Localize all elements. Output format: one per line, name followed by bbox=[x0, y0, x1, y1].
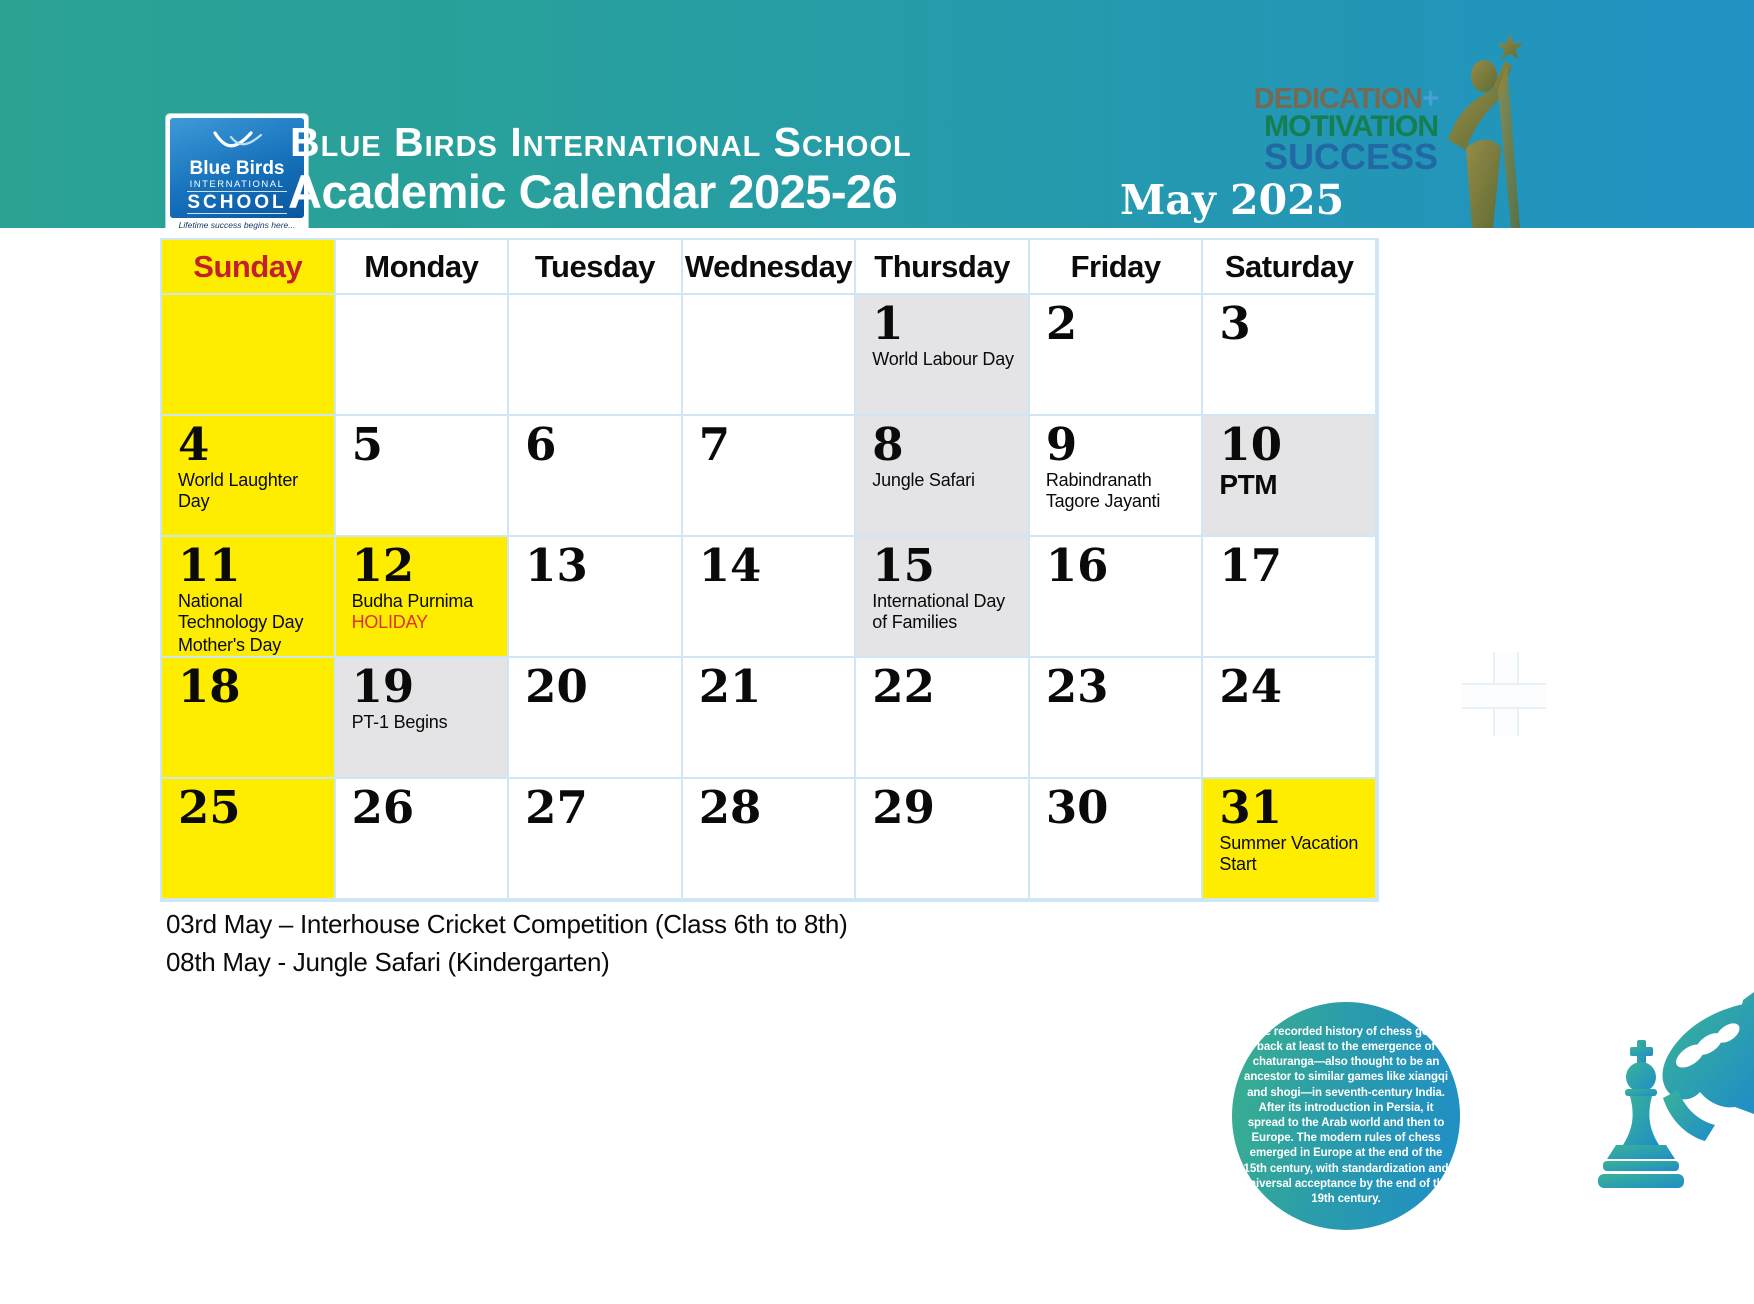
date-number: 23 bbox=[1045, 660, 1109, 713]
date-number: 17 bbox=[1219, 539, 1283, 592]
date-number: 1 bbox=[872, 297, 904, 350]
date-number: 8 bbox=[872, 418, 904, 471]
date-number: 7 bbox=[698, 418, 731, 471]
plus-watermark bbox=[1462, 652, 1546, 736]
date-number: 25 bbox=[178, 781, 241, 834]
date-number: 3 bbox=[1219, 297, 1251, 350]
date-number: 27 bbox=[525, 781, 588, 834]
calendar-cell-28 bbox=[683, 779, 857, 900]
achiever-figure-graphic bbox=[1398, 30, 1554, 230]
calendar-title: Academic Calendar 2025-26 bbox=[288, 165, 898, 218]
calendar-cell-10 bbox=[1203, 416, 1377, 537]
event-label: PT-1 Begins bbox=[351, 711, 448, 732]
date-number: 21 bbox=[698, 660, 762, 713]
calendar-cell-empty bbox=[683, 295, 857, 416]
calendar-cell-27 bbox=[509, 779, 683, 900]
date-number: 26 bbox=[351, 781, 415, 834]
event-label: Budha Purnima bbox=[351, 590, 474, 611]
motto-dedication: DEDICATION bbox=[1253, 83, 1423, 115]
calendar-cell-7 bbox=[683, 416, 857, 537]
calendar-cell-1 bbox=[856, 295, 1030, 416]
motto-plus: + bbox=[1422, 83, 1438, 115]
school-logo-emblem bbox=[170, 118, 304, 218]
date-number: 31 bbox=[1219, 781, 1283, 834]
calendar-cell-23 bbox=[1030, 658, 1204, 779]
note-line-2: 08th May - Jungle Safari (Kindergarten) bbox=[166, 946, 610, 977]
event-label: PTM bbox=[1219, 468, 1278, 500]
day-header-friday: Friday bbox=[1030, 240, 1204, 295]
hand-chess-piece-graphic bbox=[1538, 992, 1754, 1304]
date-number: 9 bbox=[1045, 418, 1078, 471]
calendar-cell-29 bbox=[856, 779, 1030, 900]
event-label: Jungle Safari bbox=[872, 469, 975, 490]
calendar-cell-4 bbox=[162, 416, 336, 537]
date-number: 10 bbox=[1219, 418, 1283, 471]
school-name-title: Blue Birds International School bbox=[290, 119, 912, 165]
month-label: May 2025 bbox=[1120, 176, 1345, 224]
date-number: 12 bbox=[351, 539, 415, 592]
date-number: 11 bbox=[178, 539, 241, 592]
date-number: 30 bbox=[1045, 781, 1109, 834]
calendar-cell-17 bbox=[1203, 537, 1377, 658]
motto-success: SUCCESS bbox=[1263, 136, 1438, 178]
calendar-cell-3 bbox=[1203, 295, 1377, 416]
logo-tagline: Lifetime success begins here... bbox=[178, 220, 296, 230]
calendar-cell-30 bbox=[1030, 779, 1204, 900]
motto-motivation: MOTIVATION bbox=[1264, 109, 1438, 143]
calendar-cell-20 bbox=[509, 658, 683, 779]
calendar-cell-8 bbox=[856, 416, 1030, 537]
calendar-cell-25 bbox=[162, 779, 336, 900]
day-header-tuesday: Tuesday bbox=[509, 240, 683, 295]
date-number: 18 bbox=[178, 660, 241, 713]
calendar-cell-empty bbox=[509, 295, 683, 416]
calendar-cell-31 bbox=[1203, 779, 1377, 900]
date-number: 13 bbox=[525, 539, 588, 592]
calendar-grid bbox=[160, 238, 1379, 902]
event-label: World Laughter Day bbox=[178, 469, 298, 511]
date-number: 22 bbox=[872, 660, 935, 713]
day-header-saturday: Saturday bbox=[1203, 240, 1377, 295]
calendar-cell-24 bbox=[1203, 658, 1377, 779]
date-number: 2 bbox=[1045, 297, 1078, 350]
event-label: National Technology Day bbox=[178, 590, 304, 632]
calendar-cell-21 bbox=[683, 658, 857, 779]
date-number: 5 bbox=[351, 418, 383, 471]
notes-block bbox=[166, 906, 847, 981]
event-label: Summer Vacation Start bbox=[1219, 832, 1359, 874]
date-number: 19 bbox=[351, 660, 415, 713]
chess-fact-circle: The recorded history of chess goes back at least to the emergence of chaturanga—also thought to be an ancestor to similar games like xiangqi and shogi—in seventh-century India. After its introduction in Persia, it spread to the Arab world and then to Europe. The modern rules of chess emerged in Europe at the end of the 15th century, with standardization and universal acceptance by the end of the 19th century. bbox=[1232, 1002, 1460, 1230]
logo-name: Blue Birds bbox=[189, 157, 285, 179]
date-number: 24 bbox=[1219, 660, 1283, 713]
event-label: International Day of Families bbox=[872, 590, 1005, 632]
date-number: 20 bbox=[525, 660, 588, 713]
note-line-1: 03rd May – Interhouse Cricket Competition (Class 6th to 8th) bbox=[166, 909, 848, 939]
calendar-cell-14 bbox=[683, 537, 857, 658]
logo-international: INTERNATIONAL bbox=[189, 178, 285, 190]
date-number: 29 bbox=[872, 781, 935, 834]
calendar-cell-15 bbox=[856, 537, 1030, 658]
calendar-cell-empty bbox=[336, 295, 510, 416]
event-label: HOLIDAY bbox=[351, 611, 428, 632]
logo-school: SCHOOL bbox=[187, 192, 287, 213]
calendar-cell-2 bbox=[1030, 295, 1204, 416]
calendar-cell-16 bbox=[1030, 537, 1204, 658]
day-header-monday: Monday bbox=[336, 240, 510, 295]
calendar-cell-26 bbox=[336, 779, 510, 900]
school-logo bbox=[166, 114, 308, 232]
event-label: Rabindranath Tagore Jayanti bbox=[1045, 469, 1161, 511]
date-number: 28 bbox=[698, 781, 762, 834]
calendar-cell-11 bbox=[162, 537, 336, 658]
event-label: World Labour Day bbox=[872, 348, 1014, 369]
calendar-cell-6 bbox=[509, 416, 683, 537]
day-header-sunday: Sunday bbox=[162, 240, 336, 295]
date-number: 6 bbox=[525, 418, 557, 471]
day-header-thursday: Thursday bbox=[856, 240, 1030, 295]
bird-icon bbox=[205, 129, 269, 157]
calendar-cell-12 bbox=[336, 537, 510, 658]
star-icon bbox=[1497, 34, 1523, 59]
day-header-wednesday: Wednesday bbox=[683, 240, 857, 295]
event-label: Mother's Day bbox=[178, 634, 282, 655]
date-number: 4 bbox=[178, 418, 210, 471]
date-number: 16 bbox=[1045, 539, 1109, 592]
calendar-cell-empty bbox=[162, 295, 336, 416]
calendar-cell-19 bbox=[336, 658, 510, 779]
calendar-cell-18 bbox=[162, 658, 336, 779]
date-number: 15 bbox=[872, 539, 935, 592]
calendar-cell-13 bbox=[509, 537, 683, 658]
calendar-cell-5 bbox=[336, 416, 510, 537]
header-band bbox=[0, 0, 1754, 228]
calendar-cell-9 bbox=[1030, 416, 1204, 537]
calendar-cell-22 bbox=[856, 658, 1030, 779]
date-number: 14 bbox=[698, 539, 762, 592]
